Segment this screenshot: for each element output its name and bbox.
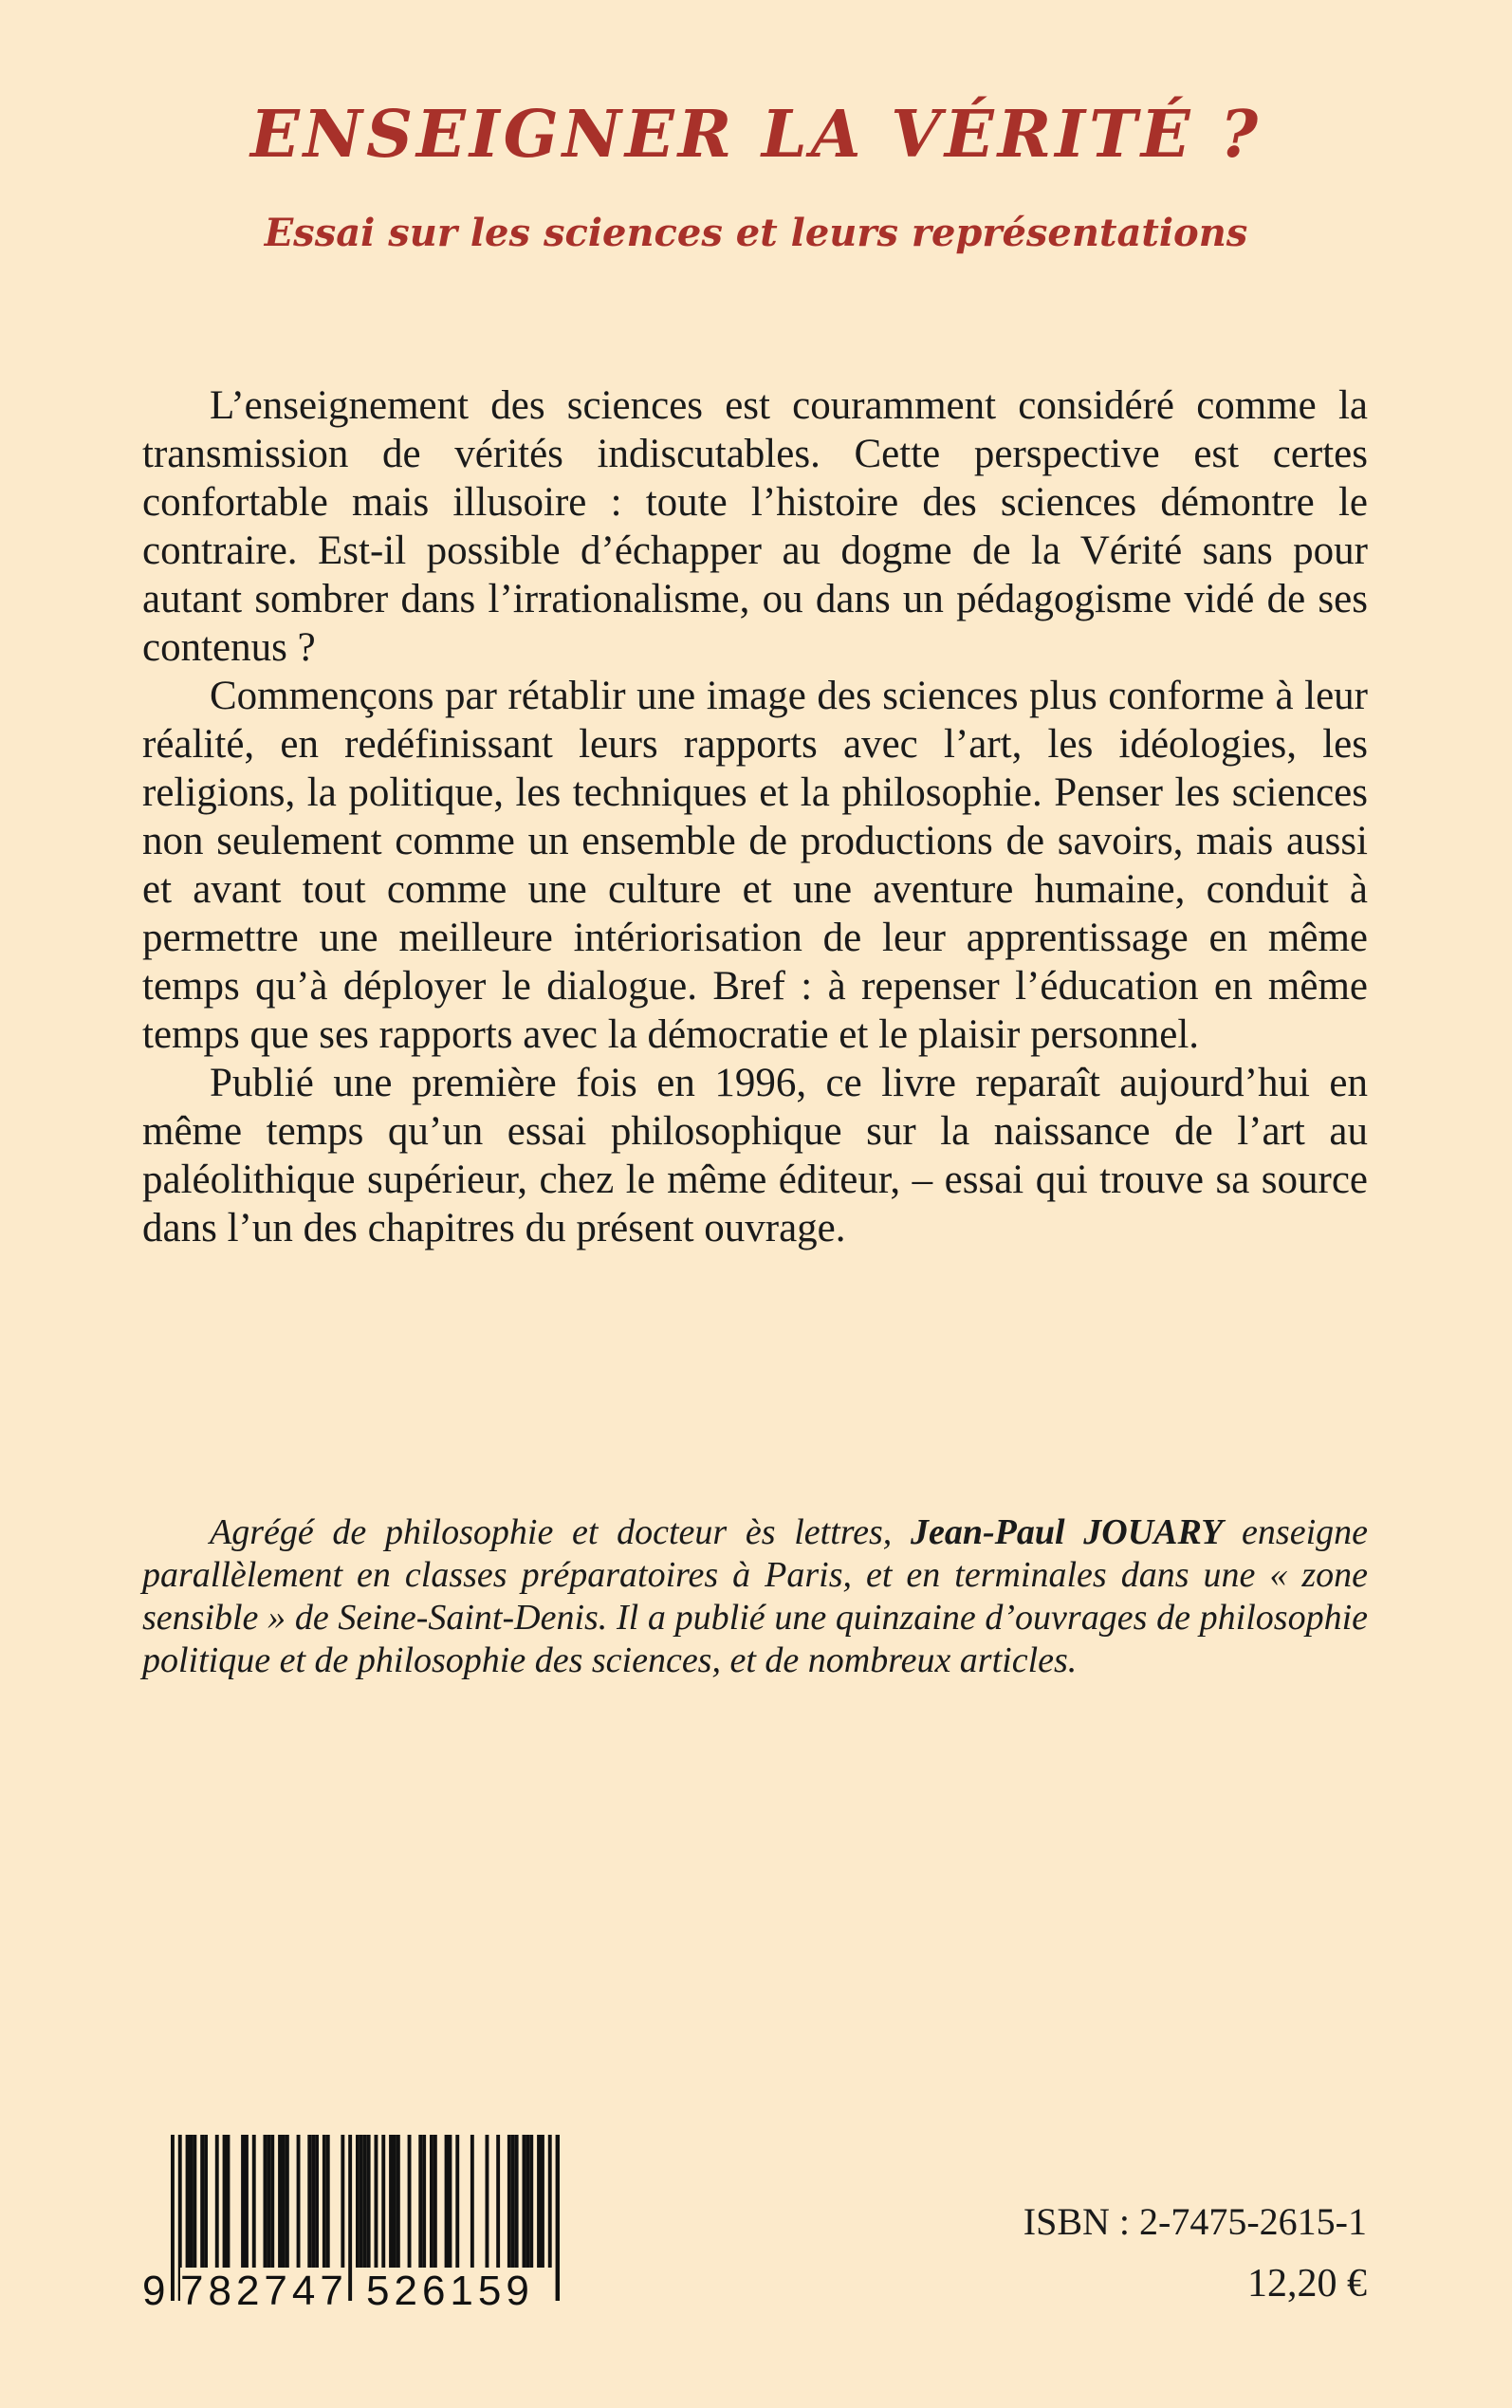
author-bio <box>142 1511 1368 1682</box>
barcode-bar <box>282 2135 286 2268</box>
barcode-bar <box>515 2135 519 2268</box>
isbn: ISBN : 2-7475-2615-1 <box>1023 2200 1367 2243</box>
barcode-bar <box>422 2135 426 2268</box>
barcode-bar <box>537 2135 541 2268</box>
barcode-bar <box>223 2135 227 2268</box>
book-title: ENSEIGNER LA VÉRITÉ ? <box>249 97 1263 173</box>
barcode-bar <box>227 2135 230 2268</box>
barcode-bar <box>363 2135 367 2268</box>
barcode-bar <box>215 2135 219 2268</box>
barcode-bar <box>190 2135 194 2268</box>
barcode-bar <box>270 2135 274 2268</box>
author-bio-intro: Agrégé de philosophie et docteur ès lettres, <box>210 1512 911 1552</box>
barcode-bar <box>286 2135 289 2268</box>
barcode-bar <box>245 2135 249 2268</box>
barcode-bar <box>529 2135 533 2268</box>
blurb-paragraph-2: Commençons par rétablir une image des sciences plus conforme à leur réalité, en redéfinissant leurs rapports avec l’art, les idéologies, les religions, la politique, les techniques et la philosophie. Penser les sciences non seulement comme un ensemble de productions de savoirs, mais aussi et avant tout comme une culture et une aventure humaine, conduit à permettre une meilleure intériorisation de leur apprentissage en même temps qu’à déployer le dialogue. Bref : à repenser l’éducation en même temps que ses rapports avec la démocratie et le plaisir personnel. <box>142 674 1368 1057</box>
book-subtitle: Essai sur les sciences et leurs représentations <box>264 211 1248 255</box>
barcode-bar <box>418 2135 422 2268</box>
barcode-bar <box>381 2135 385 2268</box>
barcode-bar <box>433 2135 437 2268</box>
barcode-bar <box>367 2135 371 2268</box>
barcode-bar <box>278 2135 282 2268</box>
barcode-bar <box>470 2135 474 2268</box>
blurb-paragraph-3: Publié une première fois en 1996, ce livre reparaît aujourd’hui en même temps qu’un essai philosophique sur la naissance de l’art au paléolithique supérieur, chez le même éditeur, – essai qui trouve sa source dans l’un des chapitres du présent ouvrage. <box>142 1061 1368 1250</box>
barcode-bar <box>523 2135 526 2268</box>
barcode-bar <box>193 2135 196 2268</box>
barcode-digits-right: 526159 <box>366 2268 534 2314</box>
barcode-bar <box>486 2135 489 2268</box>
barcode-bar <box>389 2135 393 2268</box>
barcode-digit-first: 9 <box>142 2268 166 2314</box>
barcode-digits-left: 782747 <box>180 2268 348 2314</box>
barcode <box>142 2135 560 2315</box>
barcode-bar <box>307 2135 311 2268</box>
barcode-digits <box>142 2268 560 2315</box>
barcode-bar <box>200 2135 204 2268</box>
blurb-paragraph-1: L’enseignement des sciences est couramment considéré comme la transmission de vérités indiscutables. Cette perspective est certes confortable mais illusoire : toute l’histoire des sciences démontre le contraire. Est-il possible d’échapper au dogme de la Vérité sans pour autant sombrer dans l’irrationalisme, ou dans un pédagogisme vidé de ses contenus ? <box>142 383 1368 670</box>
barcode-bar <box>311 2135 315 2268</box>
barcode-bar <box>323 2135 326 2268</box>
barcode-bar <box>393 2135 396 2268</box>
barcode-bar <box>548 2135 552 2268</box>
barcode-bar <box>186 2135 190 2268</box>
barcode-bar <box>445 2135 449 2268</box>
barcode-bar <box>326 2135 330 2268</box>
barcode-bar <box>430 2135 433 2268</box>
barcode-bar <box>496 2135 500 2268</box>
blurb <box>142 381 1368 1252</box>
barcode-bar <box>356 2135 360 2268</box>
author-name: Jean-Paul JOUARY <box>911 1512 1224 1552</box>
author-bio-text: enseigne parallèlement en classes préparatoires à Paris, et en terminales dans une « zone sensible » de Seine-Saint-Denis. Il a publié une quinzaine d’ouvrages de philosophie politique et de philosophie des sciences, et de nombreux articles. <box>142 1512 1368 1680</box>
barcode-bar <box>526 2135 529 2268</box>
barcode-bar <box>541 2135 544 2268</box>
barcode-bar <box>375 2135 378 2268</box>
price: 12,20 € <box>1247 2262 1367 2306</box>
barcode-bar <box>408 2135 412 2268</box>
barcode-bar <box>315 2135 319 2268</box>
barcode-bar <box>507 2135 511 2268</box>
barcode-bar <box>396 2135 400 2268</box>
barcode-bar <box>297 2135 301 2268</box>
barcode-bar <box>252 2135 256 2268</box>
barcode-bar <box>264 2135 267 2268</box>
barcode-bar <box>455 2135 459 2268</box>
barcode-bar <box>360 2135 363 2268</box>
barcode-bar <box>511 2135 515 2268</box>
barcode-bar <box>204 2135 208 2268</box>
barcode-bar <box>267 2135 270 2268</box>
barcode-bar <box>241 2135 245 2268</box>
barcode-bar <box>449 2135 452 2268</box>
